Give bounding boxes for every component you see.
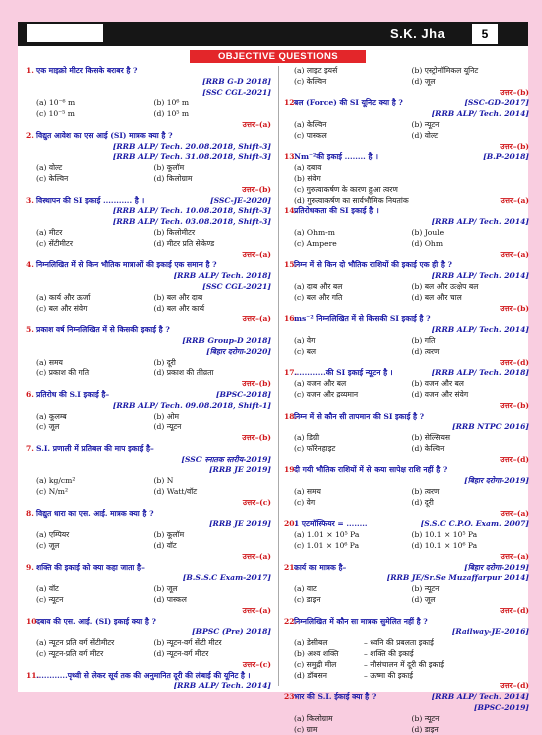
exam-source: [S.S.C C.P.O. Exam. 2007] [420, 519, 529, 529]
exam-source: [B.P-2018] [483, 152, 529, 162]
exam-source: [RRB ALP/ Tech. 2014] [431, 271, 529, 281]
option-b: (b) न्यूटन-वर्ग सेंटी मीटर [153, 638, 222, 648]
option-c-match: – नौसंचालन में दूरी की इकाई [364, 659, 445, 669]
option-c: (c) N/m² [36, 487, 69, 497]
option-a: (a) समय [294, 487, 321, 497]
question-number: 15. [284, 260, 298, 270]
option-c: (c) Ampere [294, 238, 337, 248]
question-number: 4. [26, 260, 34, 270]
question-6 [26, 390, 271, 444]
exam-source: [RRB ALP/ Tech. 2018] [173, 271, 271, 281]
option-c: (c) केल्विन [36, 173, 69, 183]
option-a: (a) 10⁻⁶ m [36, 98, 76, 108]
exam-source: [BPSC-2019] [473, 703, 529, 713]
answer: उत्तर–(a) [500, 195, 529, 205]
option-b: (b) 10⁶ m [153, 98, 190, 108]
question-2 [26, 131, 271, 196]
question-17 [284, 368, 529, 411]
option-d: (d) केल्विन [411, 443, 445, 453]
option-d: (d) मीटर प्रति सेकेण्ड [153, 238, 215, 248]
question-text: शक्ति की इकाई को क्या कहा जाता है– [36, 562, 145, 572]
option-a: (a) वेग [294, 335, 316, 345]
option-c: (c) बल [294, 346, 317, 356]
exam-source: [Railway-JE-2016] [451, 627, 529, 637]
option-b-match: – शक्ति की इकाई [364, 649, 414, 659]
option-d: (d) प्रकाश की तीव्रता [153, 368, 214, 378]
question-11-options [284, 66, 529, 98]
question-number: 1. [26, 66, 34, 75]
option-a: (a) वजन और बल [294, 379, 347, 389]
option-c: (c) 10⁻⁵ m [36, 109, 75, 119]
option-c: (c) जूल [36, 541, 60, 551]
question-10 [26, 617, 271, 671]
option-d: (d) Ohm [411, 238, 444, 248]
exam-source: [बिहार दरोगा-2020] [206, 346, 271, 356]
question-number: 6. [26, 389, 34, 399]
option-c: (c) सेंटीमीटर [36, 238, 73, 248]
question-number: 5. [26, 325, 34, 335]
answer: उत्तर–(d) [500, 605, 529, 615]
exam-source: [RRB ALP/ Tech. 31.08.2018, Shift-3] [112, 152, 271, 162]
page-number: 5 [472, 24, 498, 44]
question-21 [284, 563, 529, 617]
answer: उत्तर–(a) [500, 508, 529, 518]
option-b: (b) अश्व शक्ति [294, 649, 339, 659]
option-b: (b) कूलॉम [153, 530, 185, 540]
question-number: 13. [284, 152, 298, 162]
exam-source: [RRB NTPC 2016] [452, 422, 529, 432]
option-a: (a) लाइट इयर्स [294, 66, 338, 75]
option-c: (c) समुद्री मील [294, 659, 337, 669]
question-text: ms⁻² निम्नलिखित में से किसकी SI इकाई है ? [294, 314, 431, 324]
answer: उत्तर–(d) [500, 454, 529, 464]
exam-source: [बिहार दरोगा-2019] [464, 476, 529, 486]
option-a: (a) केल्विन [294, 119, 327, 129]
option-c: (c) न्यूटन [36, 595, 64, 605]
question-7 [26, 444, 271, 509]
option-a: (a) 1.01 × 10⁵ Pa [294, 530, 360, 540]
option-d: (d) पास्कल [153, 595, 187, 605]
option-a: (a) न्यूटन प्रति वर्ग सेंटीमीटर [36, 638, 115, 648]
question-23 [284, 692, 529, 735]
option-c: (c) न्यूटन-प्रति वर्ग मीटर [36, 649, 104, 659]
option-c: (c) ग्राम [294, 724, 318, 734]
answer: उत्तर–(a) [242, 119, 271, 129]
question-12 [284, 98, 529, 152]
header-blank-box [27, 24, 103, 42]
author-name: S.K. Jha [390, 26, 446, 41]
option-b: (b) ओम [153, 411, 180, 421]
question-5 [26, 325, 271, 390]
option-b: (b) बल और दाब [153, 292, 203, 302]
exam-source: [RRB ALP/ Tech. 20.08.2018, Shift-3] [112, 141, 271, 151]
answer: उत्तर–(b) [242, 184, 271, 194]
answer: उत्तर–(a) [500, 249, 529, 259]
exam-source: [RRB ALP/ Tech. 2014] [431, 217, 529, 227]
question-text: S.I. प्रणाली में प्रतिबल की माप इकाई है– [36, 443, 154, 453]
exam-source: [RRB ALP/ Tech. 2014] [431, 325, 529, 335]
exam-source: [SSC स्नातक स्तरीय-2019] [181, 454, 271, 464]
question-number: 18. [284, 411, 298, 421]
option-b: (b) Joule [411, 227, 445, 237]
option-d: (d) डॉबसन [294, 670, 327, 680]
exam-source: [RRB JE/Sr.Se Muzaffarpur 2014] [386, 573, 529, 583]
option-a: (a) कार्य और ऊर्जा [36, 292, 91, 302]
question-number: 9. [26, 562, 34, 572]
option-a: (a) एम्पियर [36, 530, 70, 540]
option-c: (c) गुरुत्वाकर्षण के कारण हुआ त्वरण [294, 184, 398, 194]
question-13 [284, 152, 529, 206]
question-16 [284, 314, 529, 368]
option-b: (b) गति [411, 335, 436, 345]
option-b: (b) N [153, 476, 174, 486]
option-d: (d) वोल्ट [411, 130, 439, 140]
answer: उत्तर–(a) [242, 314, 271, 324]
option-a-match: – ध्वनि की प्रबलता इकाई [364, 638, 434, 648]
question-number: 2. [26, 130, 34, 140]
option-d: (d) न्यूटन [153, 422, 182, 432]
option-d: (d) किलोग्राम [153, 173, 193, 183]
option-d: (d) 10⁵ m [153, 109, 190, 119]
answer: उत्तर–(b) [242, 379, 271, 389]
question-3 [26, 196, 271, 261]
answer: उत्तर–(a) [242, 605, 271, 615]
option-b: (b) संवेग [294, 173, 321, 183]
option-a: (a) मीटर [36, 227, 63, 237]
question-22 [284, 617, 529, 693]
option-c: (c) बल और गति [294, 292, 343, 302]
exam-source: [RRB G-D 2018] [201, 76, 271, 86]
option-b: (b) वजन और बल [411, 379, 464, 389]
option-b: (b) 10.1 × 10⁵ Pa [411, 530, 478, 540]
question-number: 8. [26, 508, 34, 518]
question-text: भार की S.I. ईकाई क्या है ? [294, 692, 377, 702]
question-number: 19. [284, 465, 298, 475]
exam-source: [BPSC (Pre) 2018] [192, 627, 271, 637]
question-11 [26, 671, 271, 693]
exam-source: [RRB ALP/ Tech. 09.08.2018, Shift-1] [112, 400, 271, 410]
option-d: (d) जूल [411, 595, 436, 605]
option-a: (a) दाब और बल [294, 281, 343, 291]
option-d: (d) वॉट [153, 541, 177, 551]
option-d: (d) दूरी [411, 497, 434, 507]
option-c: (c) बल और संवेग [36, 303, 88, 313]
question-text: निम्नलिखित में कौन सा मात्रक सुमेलित नहीं है ? [294, 616, 428, 626]
option-d: (d) Watt/वॉट [153, 487, 198, 497]
question-15 [284, 260, 529, 314]
question-1 [26, 66, 271, 131]
question-text: दी गयी भौतिक राशियों में से कया सापेक्ष राशि नहीं है ? [294, 465, 448, 475]
exam-source: [SSC-GD-2017] [464, 98, 529, 108]
exam-source: [SSC CGL-2021] [202, 87, 271, 97]
exam-source: [SSC CGL-2021] [202, 281, 271, 291]
answer: उत्तर–(b) [500, 303, 529, 313]
option-b: (b) सेल्सियस [411, 433, 450, 443]
option-a: (a) वॉट [36, 584, 59, 594]
answer: उत्तर–(d) [500, 357, 529, 367]
question-text: प्रकाश वर्ष निम्नलिखित में से किसकी इकाई है ? [36, 325, 170, 335]
question-text: Nm⁻²की इकाई ........ है । [294, 152, 378, 162]
question-9 [26, 563, 271, 617]
option-b: (b) जूल [153, 584, 178, 594]
exam-source: [बिहार दरोगा-2019] [464, 562, 529, 572]
answer: उत्तर–(b) [500, 400, 529, 410]
option-a: (a) कूलम्ब [36, 411, 67, 421]
question-number: 20. [284, 519, 298, 529]
question-text: निम्न में से कौन सी तापमान की SI इकाई है ? [294, 411, 425, 421]
exam-source: [RRB ALP/ Tech. 2014] [431, 692, 529, 702]
option-a: (a) दबाव [294, 163, 322, 173]
option-b: (b) न्यूटन [411, 584, 440, 594]
answer: उत्तर–(b) [500, 141, 529, 151]
exam-source: [RRB ALP/ Tech. 03.08.2018, Shift-3] [112, 217, 271, 227]
option-c: (c) प्रकाश की गति [36, 368, 90, 378]
option-d: (d) बल और चाल [411, 292, 462, 302]
option-d: (d) त्वरण [411, 346, 440, 356]
question-number: 16. [284, 314, 298, 324]
answer: उत्तर–(a) [500, 551, 529, 561]
option-d: (d) वजन और संवेग [411, 389, 469, 399]
question-19 [284, 465, 529, 519]
question-text: निम्न में से किन दो भौतिक राशियों की इकाई एक ही है ? [294, 260, 452, 270]
section-title: OBJECTIVE QUESTIONS [190, 50, 366, 63]
option-b: (b) दूरी [153, 357, 176, 367]
option-a: (a) डिग्री [294, 433, 320, 443]
option-c: (c) डाइन [294, 595, 321, 605]
exam-source: [B.S.S.C Exam-2017] [182, 573, 271, 583]
answer: उत्तर–(b) [242, 433, 271, 443]
question-text: ............पृथ्वी से लेकर सूर्य तक की अनुमानित दूरी की लंबाई की यूनिट है । [36, 670, 251, 680]
question-number: 14. [284, 206, 298, 216]
question-number: 21. [284, 562, 298, 572]
question-text: प्रतिरोध की S.I इकाई है– [36, 389, 110, 399]
question-number: 17. [284, 368, 298, 378]
option-b: (b) एस्ट्रोनॉमिकल यूनिट [411, 66, 479, 75]
option-c: (c) वजन और द्रव्यमान [294, 389, 359, 399]
option-c: (c) जूल [36, 422, 60, 432]
option-b: (b) त्वरण [411, 487, 440, 497]
option-a: (a) डेसीबल [294, 638, 328, 648]
option-b: (b) कूलॉम [153, 163, 185, 173]
question-4 [26, 260, 271, 325]
exam-source: [RRB ALP/ Tech. 2014] [431, 109, 529, 119]
option-b: (b) किलोमीटर [153, 227, 196, 237]
question-number: 7. [26, 443, 34, 453]
question-14 [284, 206, 529, 260]
question-text: विद्युत आवेश का एस आई (SI) मात्रक क्या है ? [36, 130, 173, 140]
question-number: 23. [284, 692, 298, 702]
question-number: 10. [26, 616, 40, 626]
exam-source: [RRB JE 2019] [208, 465, 271, 475]
question-number: 3. [26, 195, 34, 205]
option-a: (a) वाट [294, 584, 317, 594]
option-a: (a) Ohm-m [294, 227, 335, 237]
question-text: दबाव की एस. आई. (SI) इकाई क्या है ? [36, 616, 157, 626]
answer: उत्तर–(d) [500, 681, 529, 691]
question-text: एक माइक्रो मीटर किसके बराबर है ? [36, 66, 138, 75]
exam-source: [BPSC-2018] [215, 389, 271, 399]
left-column [26, 66, 271, 692]
question-number: 22. [284, 616, 298, 626]
question-text: विस्थापन की SI इकाई ........... है । [36, 195, 145, 205]
answer: उत्तर–(c) [242, 497, 271, 507]
question-number: 12. [284, 98, 298, 108]
option-b: (b) न्यूटन [411, 713, 440, 723]
right-column [284, 66, 529, 735]
column-divider [278, 66, 279, 686]
question-text: निम्नलिखित में से किन भौतिक मात्राओं की इकाई एक समान है ? [36, 260, 217, 270]
option-d: (d) बल और कार्य [153, 303, 205, 313]
option-d: (d) न्यूटन-वर्ग मीटर [153, 649, 209, 659]
option-a: (a) kg/cm² [36, 476, 76, 486]
question-text: बल (Force) की SI यूनिट क्या है ? [294, 98, 403, 108]
answer: उत्तर–(c) [242, 659, 271, 669]
option-c: (c) पास्कल [294, 130, 327, 140]
exam-source: [RRB JE 2019] [208, 519, 271, 529]
exam-source: [RRB Group-D 2018] [182, 335, 271, 345]
exam-source: [SSC-JE-2020] [210, 195, 271, 205]
option-a: (a) वोल्ट [36, 163, 63, 173]
option-d: (d) 10.1 × 10⁶ Pa [411, 541, 478, 551]
option-b: (b) न्यूटन [411, 119, 440, 129]
answer: उत्तर–(a) [242, 551, 271, 561]
exam-source: [RRB ALP/ Tech. 2014] [173, 681, 271, 691]
question-text: ............की SI इकाई न्यूटन है । [294, 368, 393, 378]
option-c: (c) वेग [294, 497, 316, 507]
option-a: (a) समय [36, 357, 63, 367]
option-d: (d) गुरुत्वाकर्षण का सार्वभौमिक नियतांक [294, 195, 409, 205]
option-d: (d) जूल [411, 76, 436, 86]
question-text: विद्युत धारा का एस. आई. मात्रक क्या है ? [36, 508, 154, 518]
exam-source: [RRB ALP/ Tech. 2018] [431, 368, 529, 378]
answer: उत्तर–(b) [500, 87, 529, 97]
option-c: (c) 1.01 × 10⁶ Pa [294, 541, 360, 551]
question-20 [284, 519, 529, 562]
question-number: 11. [26, 670, 40, 680]
question-text: प्रतिरोधकता की SI इकाई है । [294, 206, 379, 216]
exam-source: [RRB ALP/ Tech. 10.08.2018, Shift-3] [112, 206, 271, 216]
answer: उत्तर–(a) [242, 249, 271, 259]
question-text: कार्य का मात्रक है– [294, 562, 347, 572]
question-text: 1 एटमॉस्फियर = ........ [294, 519, 368, 529]
question-18 [284, 412, 529, 466]
option-d-match: – ऊष्मा की इकाई [364, 670, 413, 680]
option-b: (b) बल और उत्क्षेप बल [411, 281, 479, 291]
option-c: (c) फॉरेनहाइट [294, 443, 336, 453]
option-d: (d) डाइन [411, 724, 439, 734]
question-8 [26, 509, 271, 563]
option-a: (a) किलोग्राम [294, 713, 333, 723]
option-c: (c) केल्विन [294, 76, 327, 86]
